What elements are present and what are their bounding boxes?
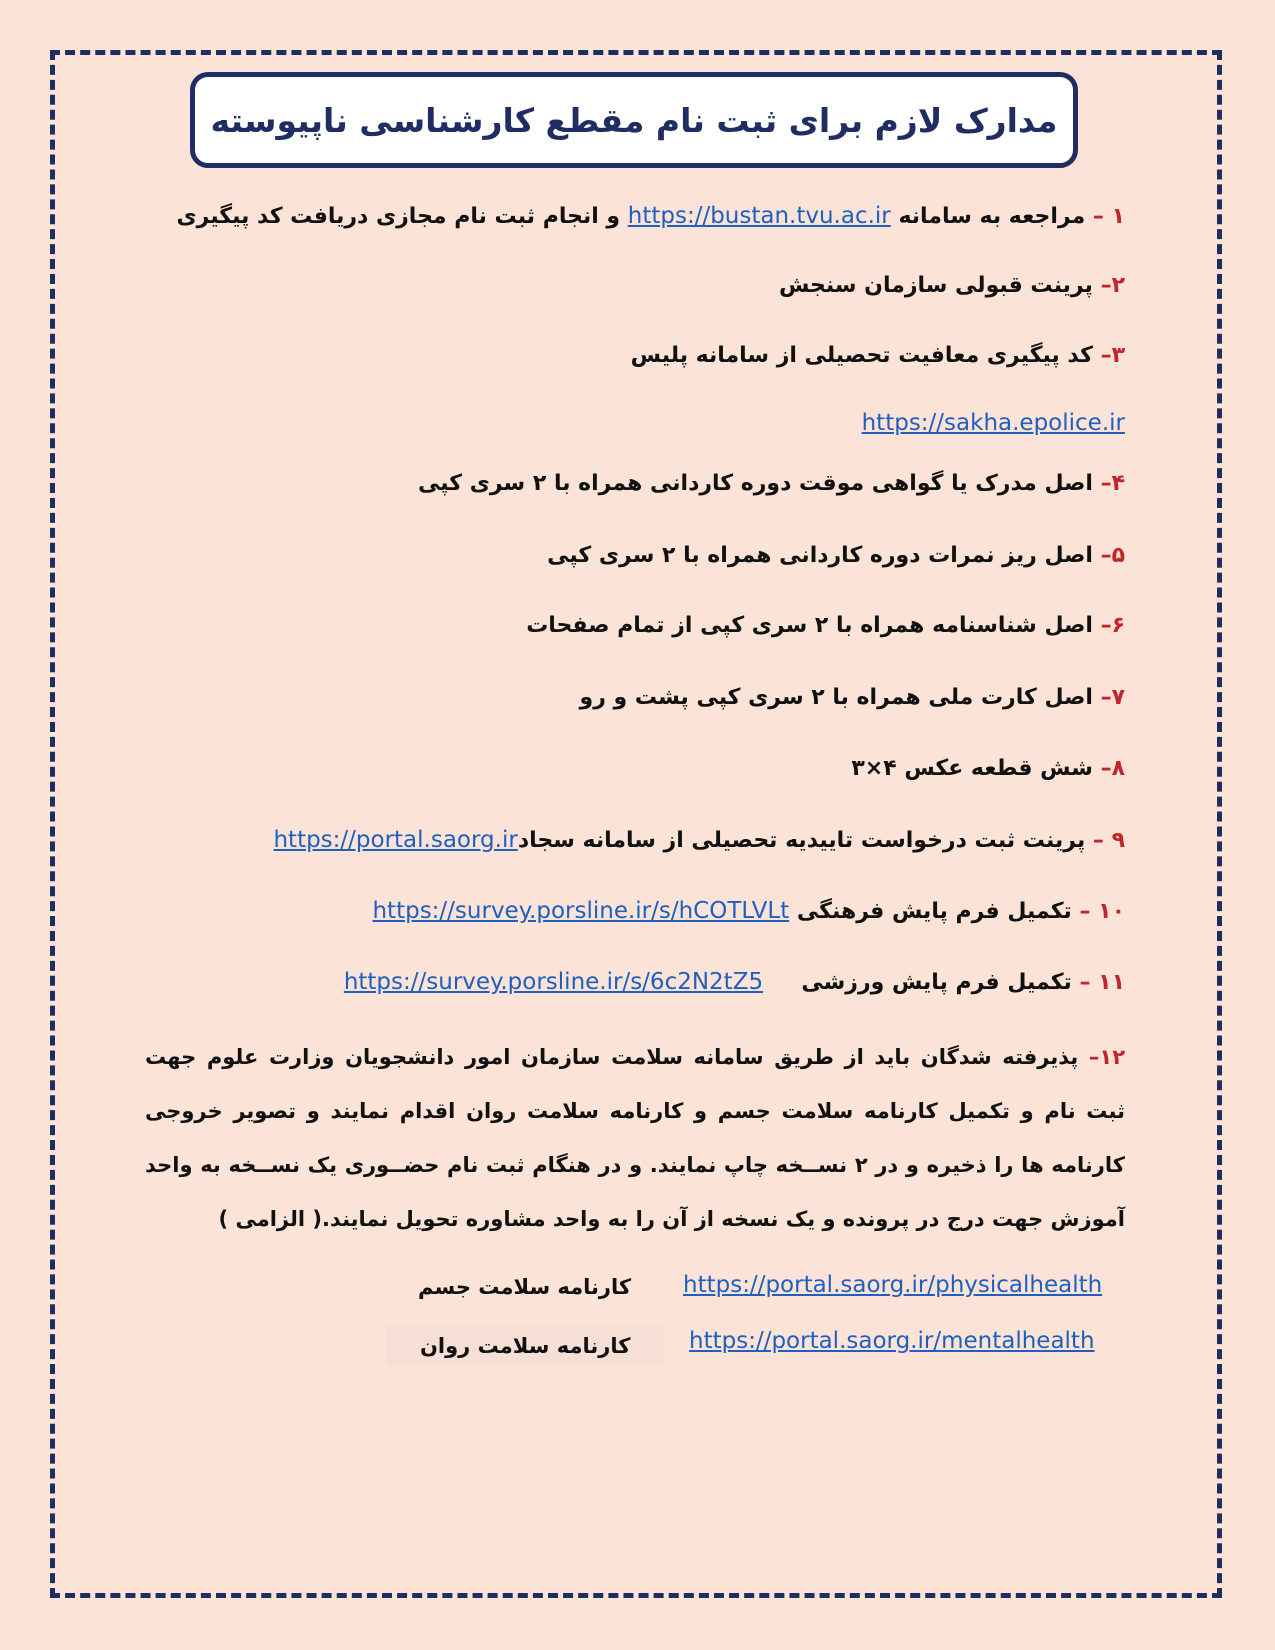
item-text: اصل شناسنامه همراه با ۲ سری کپی از تمام صفحات — [526, 613, 1093, 638]
sajad-link[interactable]: https://portal.saorg.ir — [273, 827, 518, 853]
item-number: ۳– — [1100, 343, 1125, 368]
mental-health-link[interactable]: https://portal.saorg.ir/mentalhealth — [689, 1328, 1095, 1354]
item-number: ۱۲– — [1088, 1045, 1126, 1069]
list-item-1 — [176, 203, 1125, 229]
list-item-12 — [145, 1030, 1125, 1246]
list-item-5 — [547, 543, 1125, 568]
item-text: شش قطعه عکس ۴×۳ — [851, 756, 1093, 781]
item-text: اصل مدرک یا گواهی موقت دوره کاردانی همراه با ۲ سری کپی — [418, 471, 1093, 496]
item-text: تکمیل فرم پایش فرهنگی — [796, 899, 1072, 924]
sports-survey-link[interactable]: https://survey.porsline.ir/s/6c2N2tZ5 — [343, 969, 764, 995]
list-item-10 — [372, 898, 1125, 924]
item-text: مراجعه به سامانه — [898, 204, 1086, 229]
item-number: ۱۱ – — [1079, 970, 1125, 995]
list-item-4 — [418, 471, 1125, 496]
item-text: کد پیگیری معافیت تحصیلی از سامانه پلیس — [630, 343, 1093, 368]
title-box — [190, 72, 1078, 168]
item-number: ۴– — [1100, 471, 1125, 496]
list-item-11 — [344, 969, 1125, 995]
item-text: پرینت قبولی سازمان سنجش — [778, 273, 1093, 298]
item-number: ۶– — [1100, 613, 1125, 638]
item-number: ۵– — [1100, 543, 1125, 568]
cultural-survey-link[interactable]: https://survey.porsline.ir/s/hCOTLVLt — [372, 898, 790, 924]
list-item-6 — [526, 613, 1125, 638]
item-number: ۲– — [1100, 273, 1125, 298]
physical-health-link[interactable]: https://portal.saorg.ir/physicalhealth — [683, 1272, 1103, 1298]
item-text: تکمیل فرم پایش ورزشی — [801, 970, 1072, 995]
mental-health-label: کارنامه سلامت روان — [386, 1326, 664, 1366]
item-text: و انجام ثبت نام مجازی دریافت کد پیگیری — [176, 204, 621, 229]
list-item-7 — [580, 685, 1125, 710]
item-text: اصل ریز نمرات دوره کاردانی همراه با ۲ سری کپی — [547, 543, 1093, 568]
epolice-link[interactable]: https://sakha.epolice.ir — [861, 410, 1125, 436]
item-text: پرینت ثبت درخواست تاییدیه تحصیلی از سامانه سجاد — [517, 828, 1086, 853]
item-text: اصل کارت ملی همراه با ۲ سری کپی پشت و رو — [579, 685, 1093, 710]
item-number: ۱ – — [1092, 204, 1125, 229]
item-number: ۸– — [1100, 756, 1125, 781]
item-number: ۷– — [1100, 685, 1125, 710]
list-item-3-link-row — [862, 410, 1125, 436]
list-item-2 — [779, 273, 1125, 298]
bustan-link[interactable]: https://bustan.tvu.ac.ir — [627, 203, 891, 229]
list-item-9 — [273, 827, 1125, 853]
item-text: پذیرفته شدگان باید از طریق سامانه سلامت سازمان امور دانشجویان وزارت علوم جهت ثبت نام و تکمیل کارنامه سلامت جسم و کارنامه سلامت روان اقدام نمایند و تصویر خروجی کارنامه ها را ذخیره و در ۲ نســخه چاپ نمایند. و در هنگام ثبت نام حضــوری یک نســخه به واحد آموزش جهت درج در پرونده و یک نسخه از آن را به واحد مشاوره تحویل نمایند.( الزامی ) — [145, 1045, 1125, 1231]
list-item-3 — [631, 343, 1125, 368]
page-title: مدارک لازم برای ثبت نام مقطع کارشناسی ناپیوسته — [210, 100, 1058, 140]
item-number: ۹ – — [1092, 828, 1125, 853]
list-item-8 — [851, 756, 1125, 781]
item-number: ۱۰ – — [1079, 899, 1125, 924]
physical-health-label: کارنامه سلامت جسم — [418, 1275, 632, 1299]
